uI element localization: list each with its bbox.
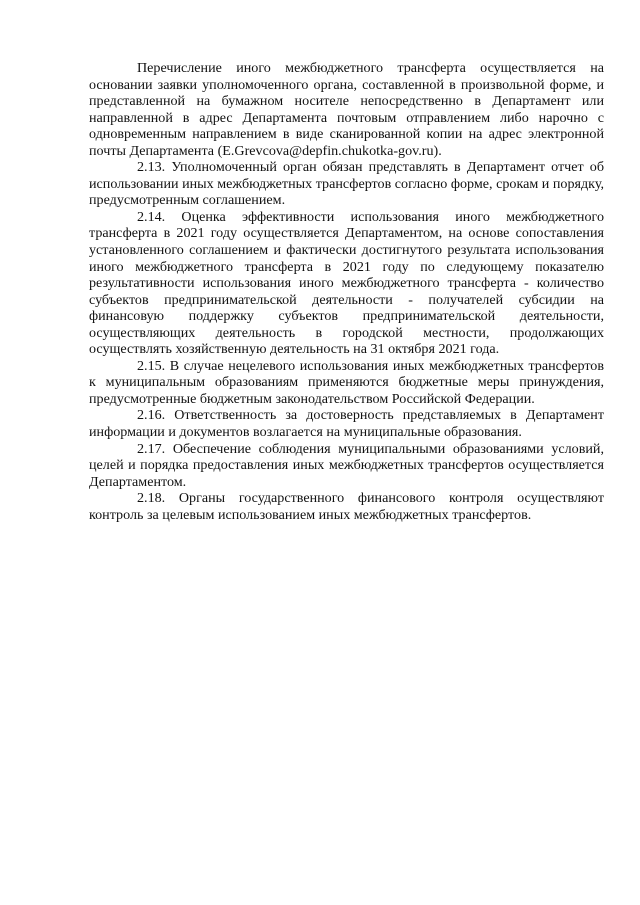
paragraph-2-15: 2.15. В случае нецелевого использования иных межбюджетных трансфертов к муниципальным образованиям применяются бюджетные меры принуждения, предусмотренные бюджетным законодательством Российской Федерации. (89, 357, 604, 407)
paragraph-2-17: 2.17. Обеспечение соблюдения муниципальными образованиями условий, целей и порядка предоставления иных межбюджетных трансфертов осуществляется Департаментом. (89, 440, 604, 490)
paragraph-2-14: 2.14. Оценка эффективности использования иного межбюджетного трансферта в 2021 году осуществляется Департаментом, на основе сопоставления установленного соглашением и фактически достигнутого результата использования иного межбюджетного трансферта в 2021 году по следующему показателю результативности использования иного межбюджетного трансферта - количество субъектов предпринимательской деятельности - получателей субсидии на финансовую поддержку субъектов предпринимательской деятельности, осуществляющих деятельность в городской местности, продолжающих осуществлять хозяйственную деятельность на 31 октября 2021 года. (89, 208, 604, 358)
paragraph-transfer-transfer-procedure: Перечисление иного межбюджетного трансферта осуществляется на основании заявки уполномоченного органа, составленной в произвольной форме, и представленной на бумажном носителе непосредственно в Департамент или направленной в адрес Департамента почтовым отправлением либо нарочно с одновременным направлением в виде сканированной копии на адрес электронной почты Департамента (E.Grevcova@depfin.chukotka-gov.ru). (89, 60, 604, 159)
paragraph-2-13: 2.13. Уполномоченный орган обязан представлять в Департамент отчет об использовании иных межбюджетных трансфертов согласно форме, срокам и порядку, предусмотренным соглашением. (89, 159, 604, 209)
paragraph-2-18: 2.18. Органы государственного финансового контроля осуществляют контроль за целевым использованием иных межбюджетных трансфертов. (89, 490, 604, 523)
document-page (89, 60, 604, 523)
paragraph-2-16: 2.16. Ответственность за достоверность представляемых в Департамент информации и документов возлагается на муниципальные образования. (89, 407, 604, 441)
